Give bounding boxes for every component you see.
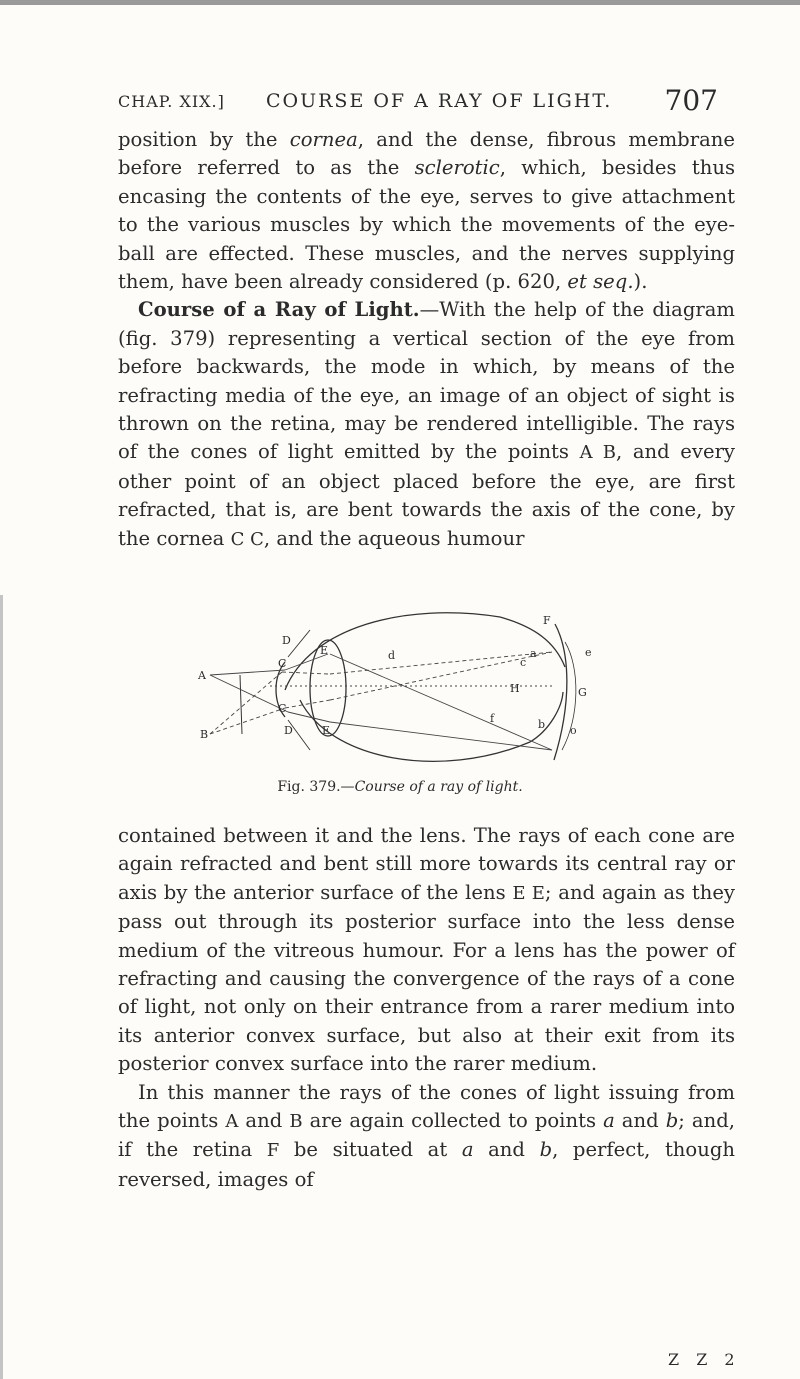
label-d: d: [388, 649, 396, 662]
label-F: F: [543, 614, 551, 627]
retina-curve: [554, 624, 567, 760]
running-title: COURSE OF A RAY OF LIGHT.: [266, 90, 613, 112]
figure-379: [170, 582, 630, 822]
eye-section-diagram: [170, 582, 630, 782]
label-E-top: E: [320, 644, 329, 657]
running-header: [118, 84, 780, 120]
label-b: b: [538, 718, 546, 731]
label-C-bottom: C: [278, 702, 287, 715]
label-G: G: [578, 686, 587, 699]
body-text-bottom: [118, 822, 735, 1194]
label-E-bottom: E: [322, 724, 331, 737]
figure-caption: Fig. 379.—Course of a ray of light.: [277, 779, 523, 795]
label-A: A: [198, 669, 206, 682]
top-rule: [0, 0, 800, 5]
object-line: [240, 675, 242, 734]
label-o: o: [570, 724, 577, 737]
label-H: H: [510, 682, 520, 695]
paragraph-lens: contained between it and the lens. The rays of each cone are again refracted and bent still more towards its central ray or axis by the anterior surface of the lens E E; and again as they pass out through its posterior surface into the less dense medium of the vitreous humour. For a lens has the power of refracting and causing the convergence of the rays of a cone of light, not only on their entrance from a rarer medium into its anterior convex surface, but also at their exit from its posterior convex surface into the rarer medium.: [118, 824, 735, 1076]
paragraph-manner: In this manner the rays of the cones of light issuing from the points A and B are again collected to points a and b; and, if the retina F be situated at a and b, perfect, though reversed, images of: [118, 1080, 736, 1191]
label-D-bottom: D: [284, 724, 293, 737]
signature-mark: Z Z 2: [668, 1350, 741, 1369]
label-e: e: [585, 646, 592, 659]
label-D-top: D: [282, 634, 291, 647]
label-c: c: [520, 656, 527, 669]
label-a: a: [530, 647, 537, 660]
label-B: B: [200, 728, 209, 741]
chapter-label: CHAP. XIX.]: [118, 92, 225, 111]
body-text-top: [118, 126, 735, 554]
label-f: f: [490, 712, 495, 725]
paragraph-cornea: position by the cornea, and the dense, fibrous membrane before referred to as the sclerotic, which, besides thus encasing the contents of the eye, serves to give attachment to the various muscles by which the movements of the eye-ball are effected. These muscles, and the nerves supplying them, have been already considered (p. 620, et seq.).: [118, 128, 735, 294]
section-heading: Course of a Ray of Light.: [138, 298, 420, 322]
page-number: 707: [664, 84, 718, 117]
eyeball-outline-lower: [300, 692, 563, 761]
label-C-top: C: [278, 657, 287, 670]
binding-edge-mark: [0, 595, 3, 1379]
paragraph-course-of-ray: Course of a Ray of Light.—With the help of the diagram (fig. 379) representing a vertical section of the eye from before backwards, the mode in which, by means of the refracting media of the eye, an image of an object of sight is thrown on the retina, may be rendered intelligible. The rays of the cones of light emitted by the points A B, and every other point of an object placed before the eye, are first refracted, that is, are bent towards the axis of the cone, by the cornea C C, and the aqueous humour: [118, 298, 736, 550]
